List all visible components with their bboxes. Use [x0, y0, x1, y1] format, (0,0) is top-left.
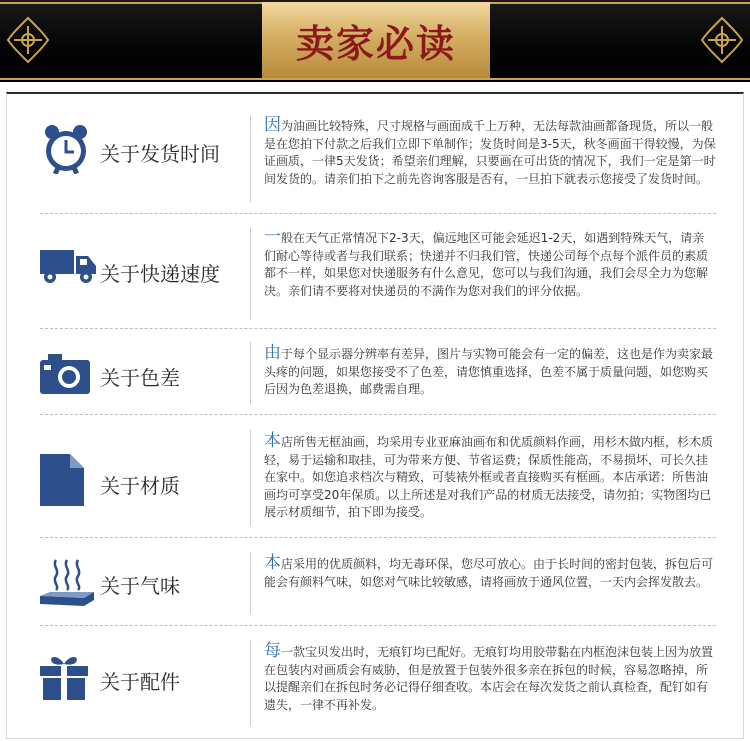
section-label: 关于材质 [100, 474, 180, 498]
section-text [264, 115, 716, 188]
section-text [264, 641, 716, 714]
alarm-clock-icon [40, 122, 92, 174]
delivery-truck-icon [40, 246, 96, 284]
divider [40, 213, 716, 214]
section-first-char: 因 [264, 115, 281, 135]
section-separator [250, 116, 251, 202]
section-body: 一款宝贝发出时，无痕钉均已配好。无痕钉均用胶带黏在内框泡沫包装上因为放置在包装内对画质会有威胁，但是放置于包装外很多亲在拆包的时候，容易忽略掉，所以提醒亲们在拆包时务必记得仔细查收。本店会在每次发货之前认真检查，配钉如有遗失，一律不再补发。 [264, 645, 714, 712]
section-first-char: 一 [264, 227, 281, 247]
divider [40, 328, 716, 329]
section-separator [250, 552, 251, 614]
odor-steam-icon [40, 558, 94, 608]
header-banner [0, 0, 750, 82]
camera-icon [40, 354, 90, 394]
ornament-left-icon [4, 14, 52, 66]
section-body: 为油画比较特殊，尺寸规格与画面成千上万种，无法每款油画都备现货，所以一般是在您拍下付款之后我们立即下单制作；发货时间是3-5天，秋冬画面干得较慢，为保证画质，一律5天发货；希望亲们理解，只要画在可出货的情况下，我们一定是第一时间发货的。请亲们拍下之前先咨询客服是否有，一旦拍下就表示您接受了发货时间。 [264, 119, 716, 186]
section-text [264, 343, 716, 399]
divider [40, 414, 716, 415]
gift-box-icon [40, 654, 88, 700]
section-first-char: 本 [264, 431, 281, 451]
section-first-char: 本 [264, 553, 281, 573]
section-label: 关于配件 [100, 670, 180, 694]
section-body: 般在天气正常情况下2-3天，偏远地区可能会延迟1-2天，如遇到特殊天气，请亲们耐心等待或者与我们联系；快递并不归我们管，快递公司每个点每个派件员的素质都不一样，如果您对快递服务有什么意见，您可以与我们沟通，我们会尽全力为您解决。亲们请不要将对快递员的不满作为您对我们的评分依据。 [264, 231, 709, 298]
section-text [264, 227, 716, 300]
title-plaque [262, 2, 490, 78]
section-label: 关于气味 [100, 574, 180, 598]
section-body: 于每个显示器分辨率有差异，图片与实物可能会有一定的偏差，这也是作为卖家最头疼的问题，如果您接受不了色差，请您慎重选择，色差不属于质量问题，如您购买后因为色差退换，邮费需自理。 [264, 347, 714, 397]
section-body: 店采用的优质颜料，均无毒环保，您尽可放心。由于长时间的密封包装，拆包后可能会有颜料气味，如您对气味比较敏感，请将画放于通风位置，一天内会挥发散去。 [264, 557, 714, 589]
section-label: 关于快递速度 [100, 262, 220, 286]
section-separator [250, 430, 251, 526]
section-separator [250, 228, 251, 320]
section-label: 关于色差 [100, 366, 180, 390]
content-frame [6, 92, 744, 739]
section-separator [250, 342, 251, 404]
section-body: 店所售无框油画，均采用专业亚麻油画布和优质颜料作画，用杉木做内框，杉木质轻，易于运输和取挂，可为带来方便、节省运费；保质性能高，不易损坏，可长久挂在家中。如您追求档次与精致，可装裱外框或者直接购买有框画。本店承诺：所售油画均可享受20年保质。以上所述是对我们产品的材质无法接受，请勿拍；实物图均已展示材质细节，拍下即为接受。 [264, 435, 714, 520]
divider [40, 625, 716, 626]
section-text [264, 431, 716, 522]
page-title: 卖家必读 [295, 20, 456, 66]
ornament-right-icon [698, 14, 746, 66]
document-icon [40, 454, 84, 506]
section-first-char: 由 [264, 343, 281, 363]
divider [40, 537, 716, 538]
section-text [264, 553, 716, 591]
header-gold-line-bottom [0, 78, 750, 80]
section-label: 关于发货时间 [100, 142, 220, 166]
section-first-char: 每 [264, 641, 281, 661]
section-separator [250, 640, 251, 726]
